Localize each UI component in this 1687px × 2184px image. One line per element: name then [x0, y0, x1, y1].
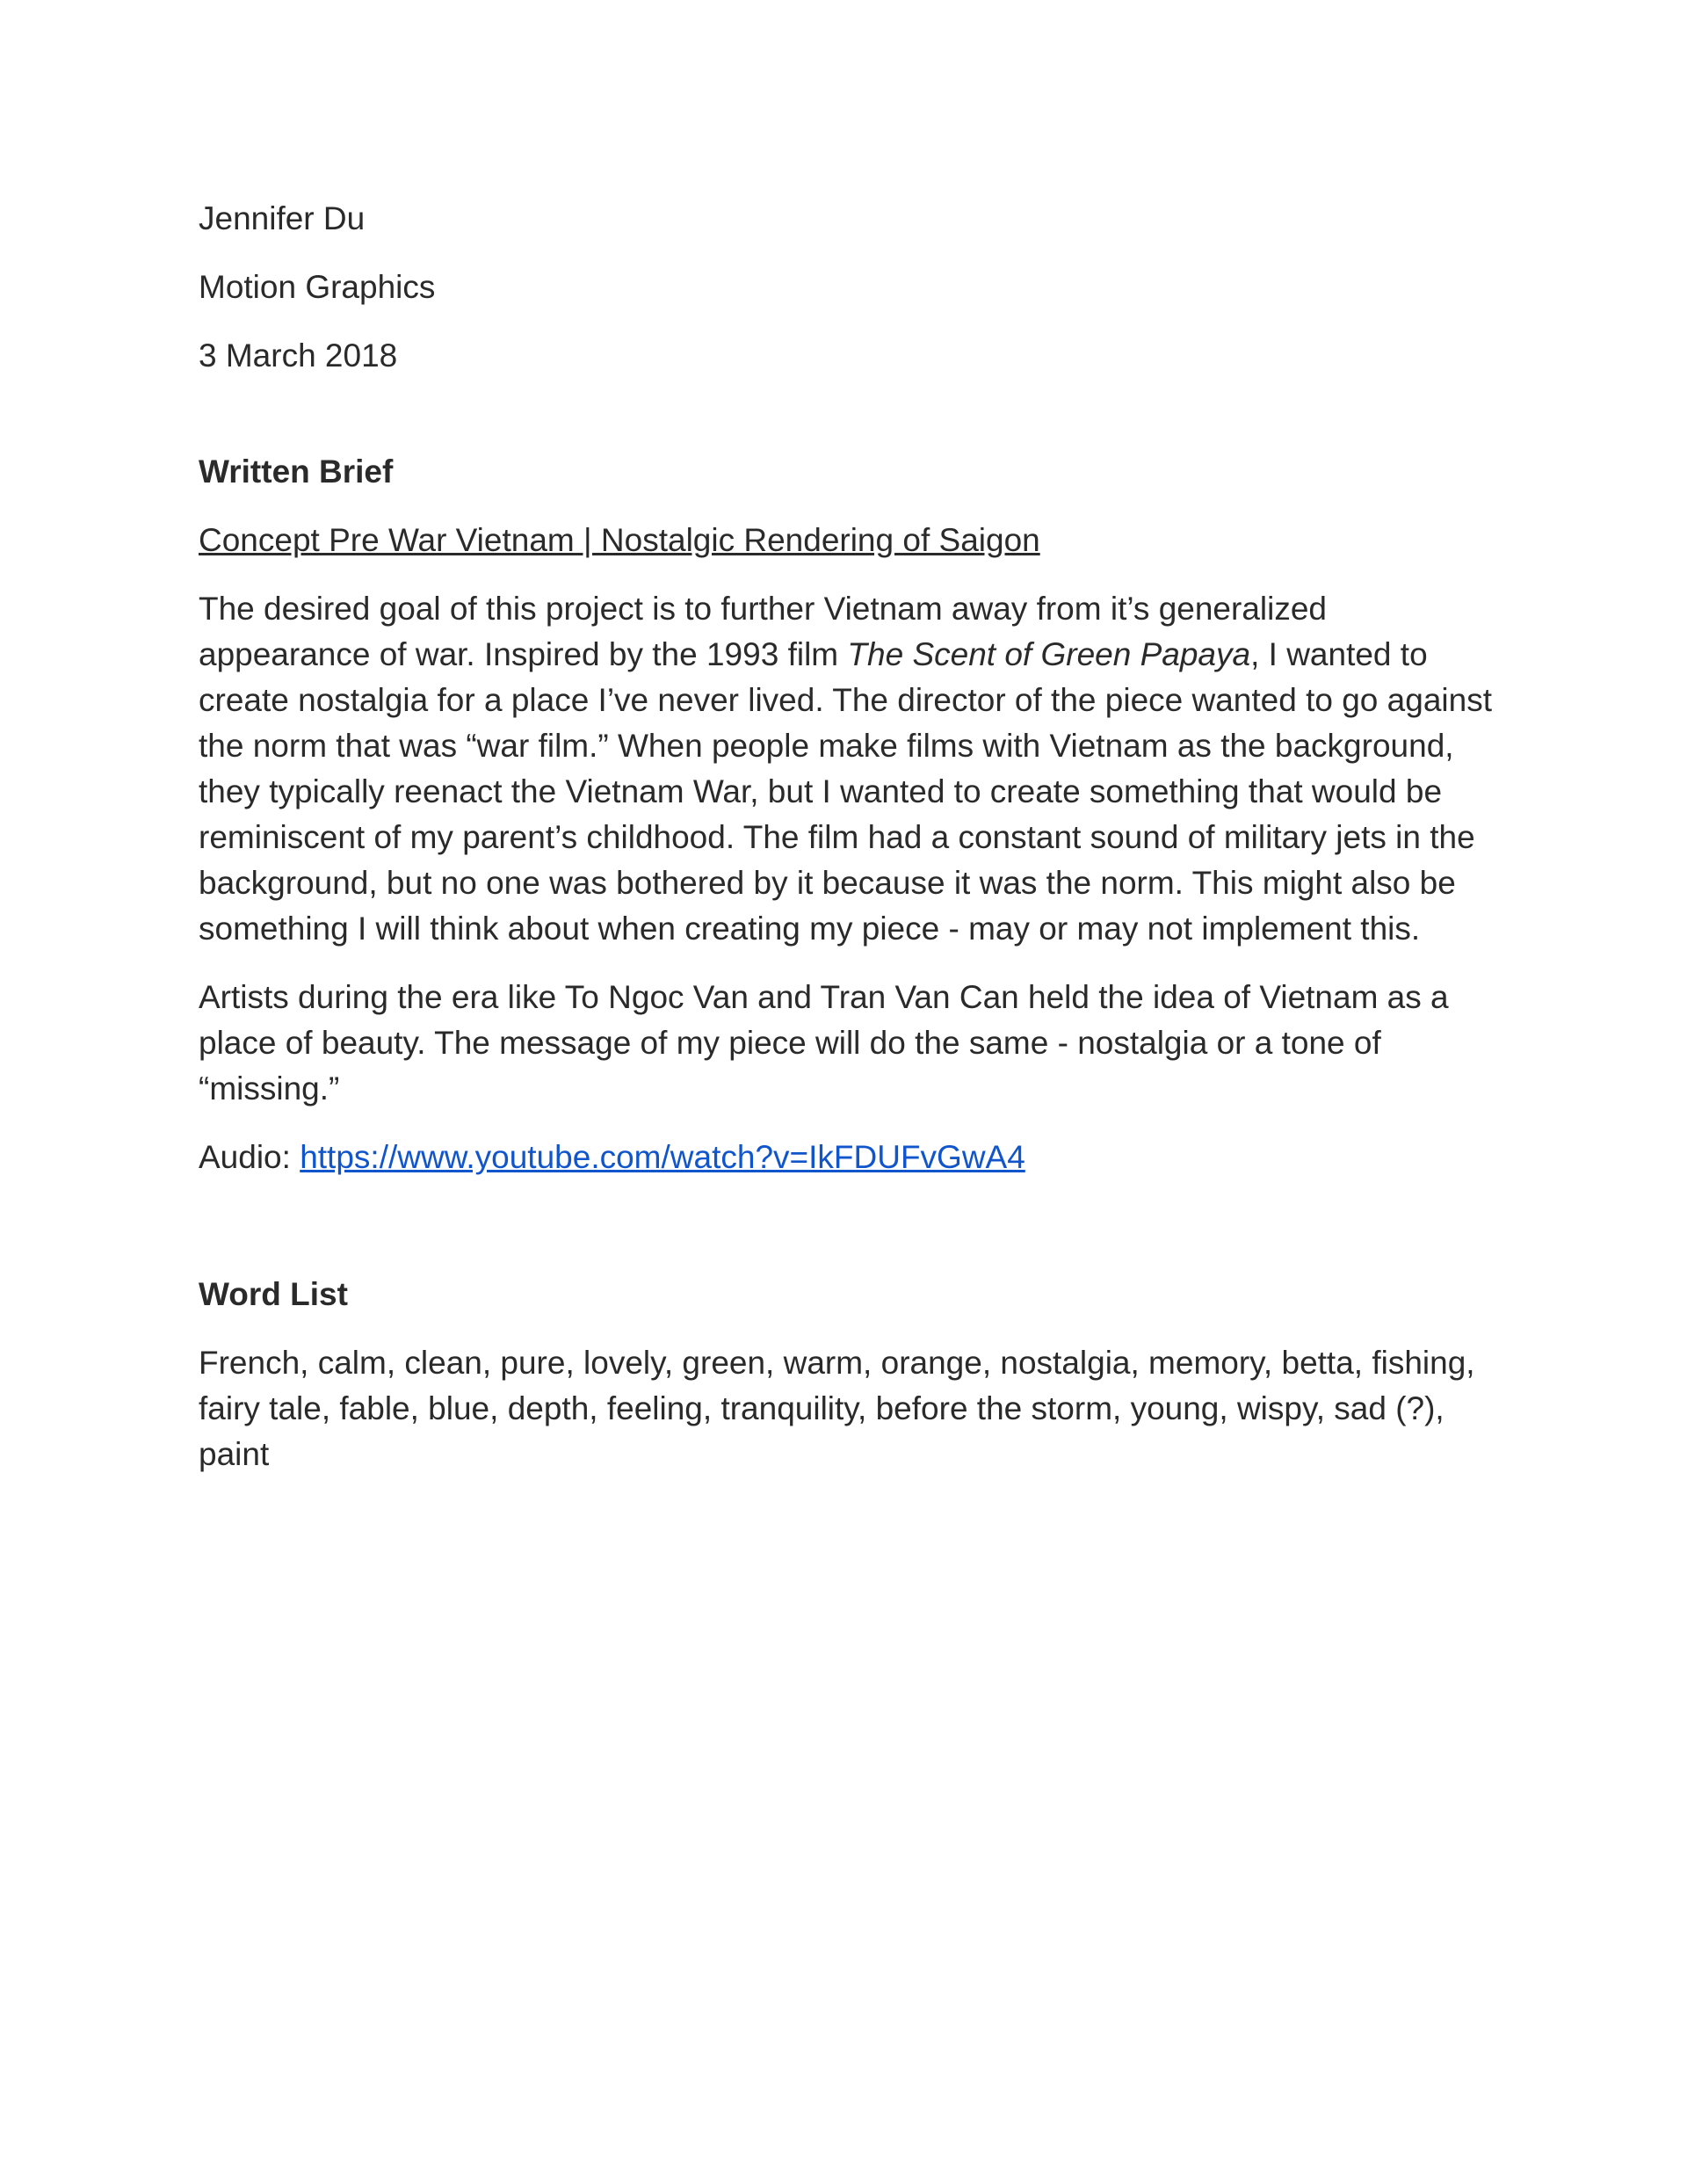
- section-spacer: [199, 402, 1499, 449]
- paragraph-1-text-start: The desired goal of this project is to further Vietnam away from it’s generalized appearance of war. Inspired by the 1993 film: [199, 591, 1327, 672]
- document-date: 3 March 2018: [199, 337, 398, 374]
- word-list-text: French, calm, clean, pure, lovely, green, warm, orange, nostalgia, memory, betta, fishing, fairy tale, fable, blue, depth, feeling, tranquility, before the storm, young, wispy, sad (?), paint: [199, 1345, 1475, 1472]
- brief-paragraph-2: Artists during the era like To Ngoc Van and Tran Van Can held the idea of Vietnam as a place of beauty. The message of my piece will do the same - nostalgia or a tone of “missing.”: [199, 979, 1449, 1107]
- audio-label: Audio:: [199, 1139, 300, 1175]
- paragraph-1-text-end: , I wanted to create nostalgia for a place I’ve never lived. The director of the piece wanted to go against the norm that was “war film.” When people make films with Vietnam as the background, they typically reenact the Vietnam War, but I wanted to create something that would be reminiscent of my parent’s childhood. The film had a constant sound of military jets in the background, but no one was bothered by it because it was the norm. This might also be something I will think about when creating my piece - may or may not implement this.: [199, 636, 1492, 947]
- written-brief-heading: Written Brief: [199, 453, 394, 490]
- audio-link[interactable]: https://www.youtube.com/watch?v=IkFDUFvGwA4: [300, 1139, 1025, 1175]
- film-title: The Scent of Green Papaya: [847, 636, 1251, 672]
- brief-paragraph-1: [199, 586, 1499, 952]
- section-spacer: [199, 1203, 1499, 1272]
- audio-line: [199, 1135, 1499, 1180]
- word-list-heading: Word List: [199, 1276, 348, 1312]
- course-name: Motion Graphics: [199, 269, 436, 305]
- concept-subtitle: Concept Pre War Vietnam | Nostalgic Rendering of Saigon: [199, 522, 1040, 558]
- document-content: [199, 196, 1499, 1500]
- author-name: Jennifer Du: [199, 200, 366, 236]
